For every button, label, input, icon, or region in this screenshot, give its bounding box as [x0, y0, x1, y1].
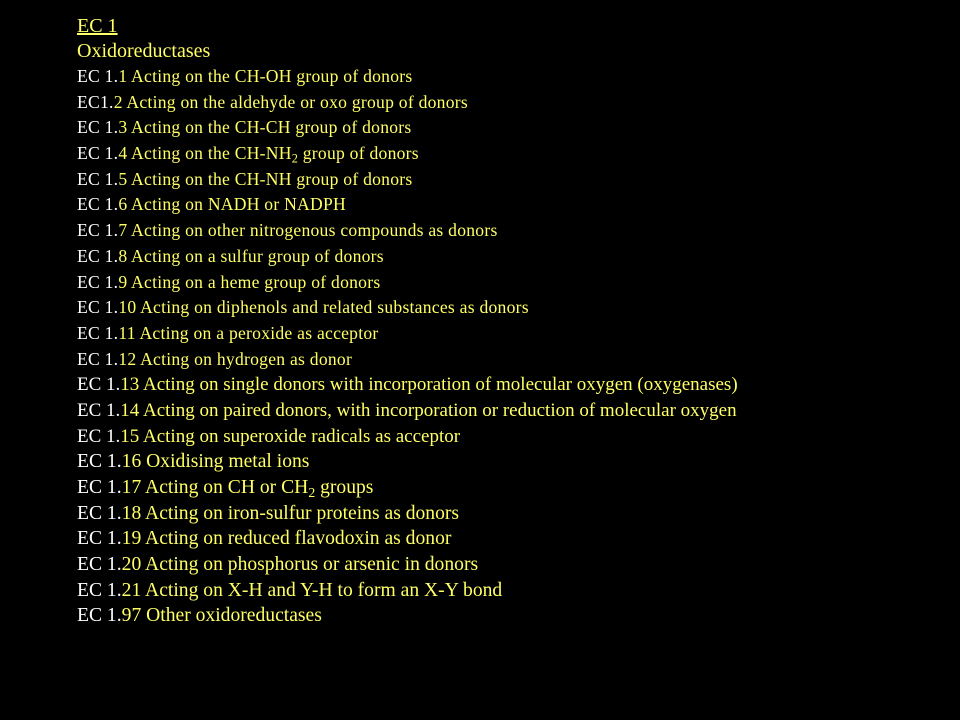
class-name: Oxidoreductases	[77, 40, 211, 62]
subclass-code-prefix: EC 1.	[77, 66, 119, 86]
subclass-row	[77, 449, 947, 475]
subclass-row	[77, 372, 947, 398]
subclass-description: Acting on NADH or NADPH	[127, 194, 346, 215]
subclass-row	[77, 603, 947, 629]
subclass-code-prefix: EC 1.	[77, 425, 121, 447]
subscript: 2	[308, 485, 316, 501]
subclass-number: 8	[118, 245, 128, 266]
subclass-description: Acting on the CH-NH	[127, 143, 292, 164]
subclass-row	[77, 475, 947, 501]
subclass-code-prefix: EC 1.	[77, 220, 119, 241]
subclass-number: 9	[118, 271, 128, 292]
subclass-number: 20	[121, 554, 142, 576]
subclass-description: Acting on the CH-NH group of donors	[127, 168, 413, 189]
subclass-row	[77, 115, 947, 141]
subclass-row	[77, 578, 947, 604]
subclass-number: 4	[118, 143, 128, 164]
subclass-row	[77, 321, 947, 347]
subclass-code-prefix: EC 1.	[77, 502, 122, 524]
subclass-code-prefix: EC 1.	[77, 528, 122, 550]
subclass-row	[77, 141, 947, 167]
subclass-row	[77, 526, 947, 552]
subclass-row	[77, 424, 947, 450]
subclass-row	[77, 501, 947, 527]
subclass-number: 14	[120, 399, 140, 421]
subclass-row	[77, 64, 947, 90]
subclass-number: 16	[121, 451, 142, 473]
subclass-row	[77, 270, 947, 296]
subclass-row	[77, 295, 947, 321]
subclass-code-prefix: EC 1.	[77, 117, 119, 138]
subclass-number: 2	[113, 91, 123, 112]
subclass-number: 19	[121, 528, 142, 550]
subclass-number: 5	[118, 168, 128, 189]
subclass-code-prefix: EC 1.	[77, 322, 119, 343]
subclass-row	[77, 398, 947, 424]
subclass-description: Acting on reduced flavodoxin as donor	[141, 528, 452, 550]
class-code-heading	[77, 14, 947, 39]
subclass-number: 21	[121, 579, 142, 601]
subscript: 2	[291, 151, 299, 166]
subclass-row	[77, 552, 947, 578]
subclass-description: Acting on a heme group of donors	[127, 271, 381, 292]
subclass-code-prefix: EC 1.	[77, 168, 119, 189]
subclass-row	[77, 218, 947, 244]
subclass-code-prefix: EC 1.	[77, 477, 122, 498]
class-code: EC 1	[77, 15, 118, 37]
subclass-number: 1	[118, 66, 128, 86]
subclass-code-prefix: EC 1.	[77, 297, 119, 318]
subclass-description: Acting on a sulfur group of donors	[127, 245, 384, 266]
subclass-code-prefix: EC 1.	[77, 271, 119, 292]
subclass-number: 17	[121, 477, 142, 498]
subclass-description: Acting on diphenols and related substances as donors	[136, 297, 529, 318]
subclass-description-tail: groups	[315, 477, 374, 498]
subclass-description: Acting on X-H and Y-H to form an X-Y bond	[141, 579, 503, 601]
class-name-heading	[77, 39, 947, 64]
subclass-code-prefix: EC 1.	[77, 605, 122, 627]
subclass-code-prefix: EC 1.	[77, 579, 122, 601]
subclass-description-tail: group of donors	[298, 143, 419, 164]
subclass-row	[77, 167, 947, 193]
slide-content	[77, 14, 947, 629]
subclass-description: Acting on phosphorus or arsenic in donors	[141, 554, 479, 576]
subclass-row	[77, 244, 947, 270]
subclass-row	[77, 347, 947, 373]
subclass-number: 97	[121, 605, 142, 627]
subclass-description: Acting on the CH-OH group of donors	[127, 66, 413, 86]
subclass-code-prefix: EC 1.	[77, 194, 119, 215]
subclass-number: 3	[118, 117, 128, 138]
subclass-description: Acting on paired donors, with incorporation or reduction of molecular oxygen	[139, 399, 737, 421]
subclass-code-prefix: EC 1.	[77, 348, 119, 369]
subclass-description: Other oxidoreductases	[141, 605, 322, 627]
subclass-number: 15	[120, 425, 140, 447]
subclass-description: Acting on the CH-CH group of donors	[127, 117, 412, 138]
subclass-code-prefix: EC 1.	[77, 451, 122, 473]
subclass-number: 12	[118, 348, 137, 369]
subclass-code-prefix: EC 1.	[77, 143, 119, 164]
subclass-code-prefix: EC 1.	[77, 374, 121, 396]
subclass-number: 10	[118, 297, 137, 318]
subclass-description: Acting on other nitrogenous compounds as donors	[127, 220, 498, 241]
subclass-description: Acting on CH or CH	[141, 477, 309, 498]
subclass-number: 13	[120, 374, 140, 396]
subclass-row	[77, 90, 947, 116]
subclass-number: 7	[118, 220, 128, 241]
subclass-code-prefix: EC 1.	[77, 554, 122, 576]
subclass-description: Acting on superoxide radicals as acceptor	[139, 425, 461, 447]
subclass-list	[77, 64, 947, 629]
subclass-description: Acting on hydrogen as donor	[136, 348, 353, 369]
subclass-number: 6	[118, 194, 128, 215]
subclass-description: Acting on iron-sulfur proteins as donors	[141, 502, 460, 524]
subclass-row	[77, 192, 947, 218]
subclass-code-prefix: EC1.	[77, 91, 114, 112]
subclass-description: Acting on a peroxide as acceptor	[135, 322, 379, 343]
subclass-code-prefix: EC 1.	[77, 245, 119, 266]
subclass-description: Oxidising metal ions	[141, 451, 310, 473]
subclass-description: Acting on single donors with incorporation of molecular oxygen (oxygenases)	[139, 374, 738, 396]
subclass-code-prefix: EC 1.	[77, 399, 121, 421]
subclass-description: Acting on the aldehyde or oxo group of donors	[122, 91, 468, 112]
subclass-number: 11	[118, 322, 136, 343]
subclass-number: 18	[121, 502, 142, 524]
